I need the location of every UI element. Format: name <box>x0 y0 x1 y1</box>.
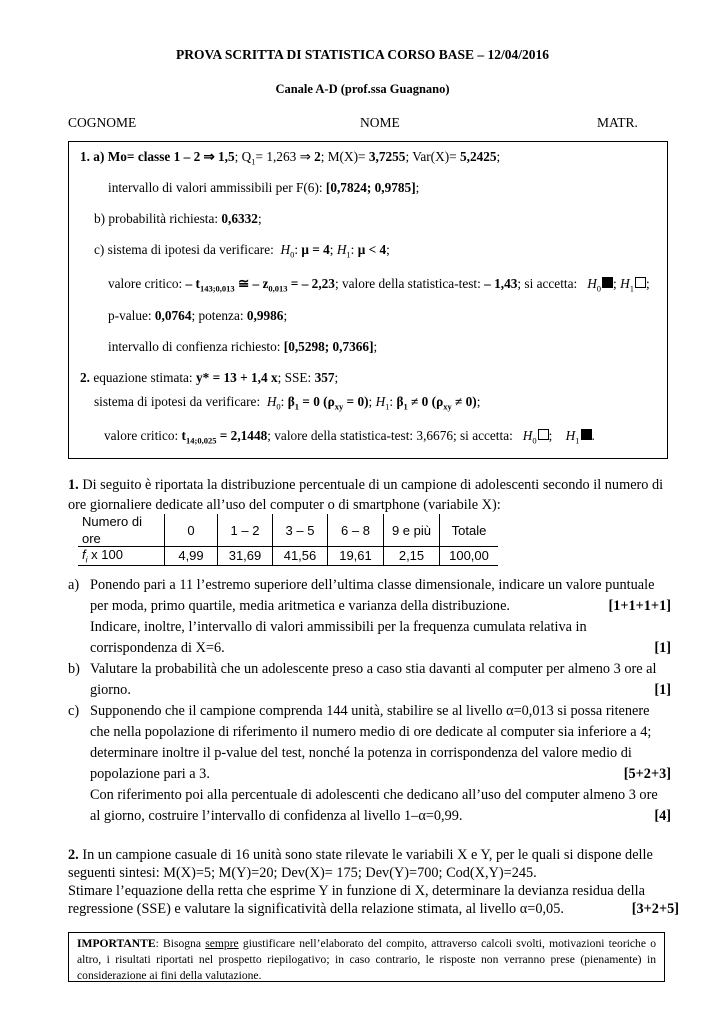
name-label: NOME <box>360 115 400 130</box>
q1c-line-4: popolazione pari a 3. <box>90 766 210 782</box>
table-header-3-5: 3 – 5 <box>273 514 328 547</box>
q1c-line-3: determinare inoltre il p-value del test, nonché la potenza in corrispondenza del valore medio di <box>90 745 632 761</box>
table-header-6-8: 6 – 8 <box>328 514 384 547</box>
summary-line-1c-interval: intervallo di confienza richiesto: [0,5298; 0,7366]; <box>108 339 378 354</box>
table-cell: 4,99 <box>165 547 218 566</box>
q1a-line-4: corrispondenza di X=6. <box>90 640 225 656</box>
summary-line-1a: 1. a) Mo= classe 1 – 2 ⇒ 1,5; $Q_1= 1,263$ ⇒ 2; M(X)= 3,7255; Var(X)= 5,2425; <box>80 149 501 167</box>
q1a-line-3: Indicare, inoltre, l’intervallo di valori ammissibili per la frequenza cumulata relativa in <box>90 619 587 635</box>
summary-line-1c-critical: valore critico: – $t_{143;0,013}$ ≅ – $z_{0,013}$ = – 2,23; valore della statistica-test: – 1,43; si accetta: $H_0$ ; $H_1$ ; <box>108 276 650 294</box>
table-header-total: Totale <box>440 514 499 547</box>
q1a-line-2: per moda, primo quartile, media aritmetica e varianza della distribuzione. <box>90 598 510 614</box>
summary-line-1a-interval: intervallo di valori ammissibili per F(6): [0,7824; 0,9785]; <box>108 180 420 195</box>
q2-line-2: seguenti sintesi: M(X)=5; M(Y)=20; Dev(X)= 175; Dev(Y)=700; Cod(X,Y)=245. <box>68 865 537 881</box>
summary-line-2-critical: valore critico: $t_{14;0,025} = 2,1448$; valore della statistica-test: 3,6676; si accetta: $H_0$ ; $H_1$ . <box>104 428 595 446</box>
h0-accepted-checkbox <box>602 277 613 288</box>
q1c-line-1: Supponendo che il campione comprenda 144 unità, stabilire se al livello α=0,013 si possa ritenere <box>90 703 650 719</box>
table-cell: 100,00 <box>440 547 499 566</box>
q1a-label: a) <box>68 577 80 593</box>
table-cell: 41,56 <box>273 547 328 566</box>
matr-label: MATR. <box>597 115 638 130</box>
q1c-line-2: che nella popolazione di riferimento il numero medio di ore dedicate al computer sia inferiore a 4; <box>90 724 652 740</box>
table-header-label: Numero di ore <box>82 514 142 546</box>
q1a-points-2: [1] <box>654 640 671 656</box>
table-header-0: 0 <box>165 514 218 547</box>
table-header-9-plus: 9 e più <box>384 514 440 547</box>
q1b-line-2: giorno. <box>90 682 131 698</box>
table-row-label: $f_i$ x 100 <box>78 547 165 566</box>
table-row <box>78 547 498 566</box>
q1c-points-1: [5+2+3] <box>623 766 671 782</box>
summary-box <box>68 141 668 459</box>
q1c-line-6: al giorno, costruire l’intervallo di confidenza al livello 1–α=0,99. <box>90 808 463 824</box>
q1-intro-line-1: 1. Di seguito è riportata la distribuzione percentuale di un campione di adolescenti secondo il numero di <box>68 477 664 493</box>
summary-line-2-equation: 2. equazione stimata: y* = 13 + 1,4 x; SSE: 357; <box>80 370 339 385</box>
table-cell: 19,61 <box>328 547 384 566</box>
q1-intro-line-2: ore giornaliere dedicate all’uso del computer o di smartphone (variabile X): <box>68 497 501 513</box>
important-label: IMPORTANTE <box>77 937 156 950</box>
distribution-table <box>78 514 498 566</box>
q1a-line-1: Ponendo pari a 11 l’estremo superiore dell’ultima classe dimensionale, indicare un valore puntuale <box>90 577 655 593</box>
q2-points: [3+2+5] <box>631 901 679 917</box>
h1-accepted-checkbox <box>581 429 592 440</box>
q1c-line-5: Con riferimento poi alla percentuale di adolescenti che dedicano all’uso del computer almeno 3 ore <box>90 787 658 803</box>
course-channel: Canale A-D (prof.ssa Guagnano) <box>275 82 450 96</box>
table-cell: 31,69 <box>218 547 273 566</box>
page-title: PROVA SCRITTA DI STATISTICA CORSO BASE – 12/04/2016 <box>176 47 549 62</box>
summary-line-1c-hypotheses: c) sistema di ipotesi da verificare: $H_0$: μ = 4; $H_1$: μ < 4; <box>94 242 390 260</box>
table-header-row <box>78 514 498 547</box>
surname-label: COGNOME <box>68 115 137 130</box>
h0-empty-checkbox <box>538 429 549 440</box>
q2-line-3: Stimare l’equazione della retta che esprime Y in funzione di X, determinare la devianza residua della <box>68 883 645 899</box>
table-cell: 2,15 <box>384 547 440 566</box>
q1b-line-1: Valutare la probabilità che un adolescente preso a caso stia davanti al computer per almeno 3 ore al <box>90 661 657 677</box>
q2-line-4: regressione (SSE) e valutare la significatività della relazione stimata, al livello α=0,05. <box>68 901 564 917</box>
h1-empty-checkbox <box>635 277 646 288</box>
q1b-points: [1] <box>654 682 671 698</box>
summary-line-2-hypotheses: sistema di ipotesi da verificare: $H_0$: $\beta_1 = 0$ $(\rho_{xy} = 0)$; $H_1$: $\beta_1 \ne 0$ $(\rho_{xy} \ne 0)$; <box>94 394 481 412</box>
q1c-label: c) <box>68 703 80 719</box>
q1c-points-2: [4] <box>654 808 671 824</box>
q1a-points-1: [1+1+1+1] <box>608 598 671 614</box>
summary-line-1b: b) probabilità richiesta: 0,6332; <box>94 211 262 226</box>
important-note-box: IMPORTANTE: Bisogna sempre giustificare nell’elaborato del compito, attraverso calcoli svolti, motivazioni teoriche o altro, i risultati riportati nel prospetto riepilogativo; in caso contrario, le risposte non verranno prese (pienamente) in considerazione ai fini della valutazione. <box>68 932 665 982</box>
table-header-1-2: 1 – 2 <box>218 514 273 547</box>
summary-line-1c-pvalue: p-value: 0,0764; potenza: 0,9986; <box>108 308 288 323</box>
q1b-label: b) <box>68 661 80 677</box>
q2-line-1: 2. In un campione casuale di 16 unità sono state rilevate le variabili X e Y, per le quali si dispone delle <box>68 847 653 863</box>
